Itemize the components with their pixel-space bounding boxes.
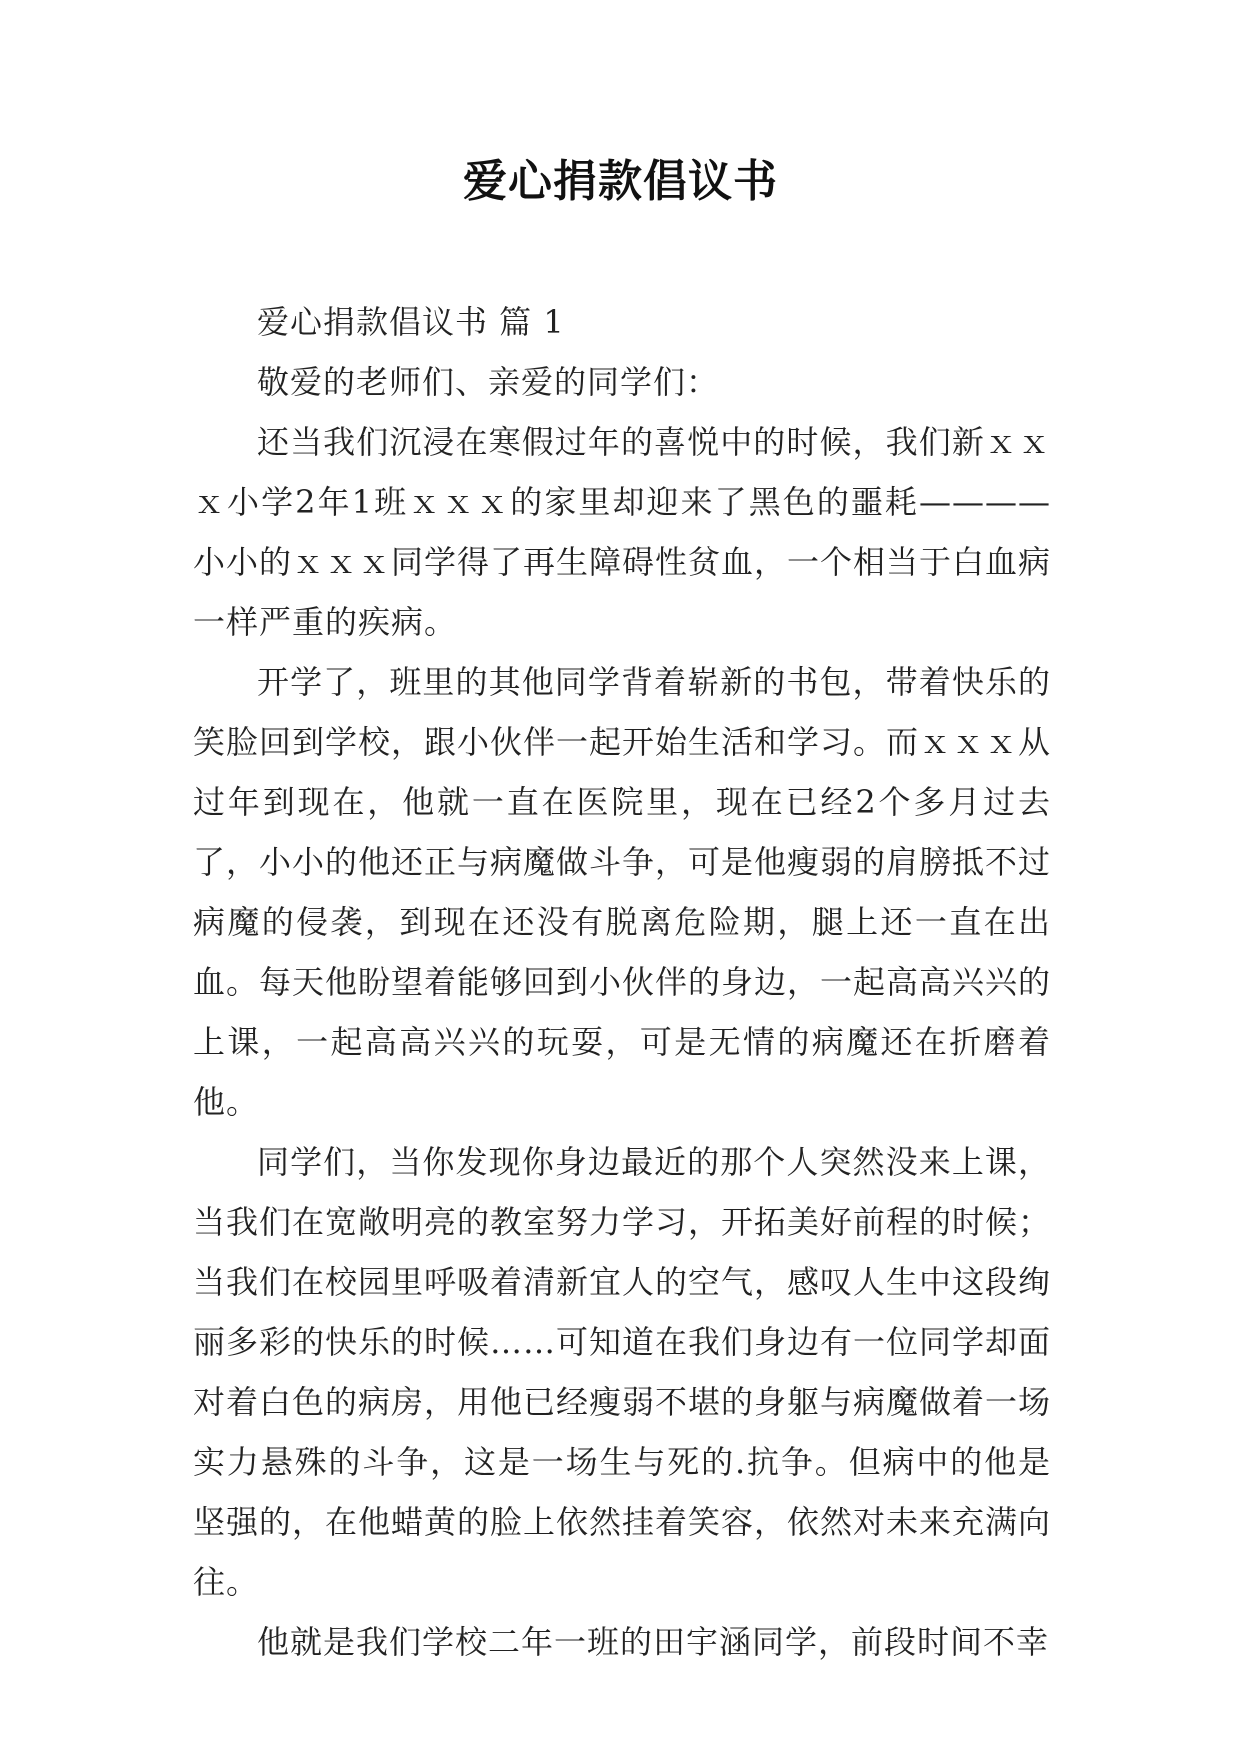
document-body xyxy=(193,292,1051,1672)
paragraph: 同学们，当你发现你身边最近的那个人突然没来上课，当我们在宽敞明亮的教室努力学习，开拓美好前程的时候；当我们在校园里呼吸着清新宜人的空气，感叹人生中这段绚丽多彩的快乐的时候……可知道在我们身边有一位同学却面对着白色的病房，用他已经瘦弱不堪的身躯与病魔做着一场实力悬殊的斗争，这是一场生与死的.抗争。但病中的他是坚强的，在他蜡黄的脸上依然挂着笑容，依然对未来充满向往。 xyxy=(193,1143,1052,1601)
document-title: 爱心捐款倡议书 xyxy=(463,156,778,207)
paragraph: 开学了，班里的其他同学背着崭新的书包，带着快乐的笑脸回到学校，跟小伙伴一起开始生活和学习。而ｘｘｘ从过年到现在，他就一直在医院里，现在已经2个多月过去了，小小的他还正与病魔做斗争，可是他瘦弱的肩膀抵不过病魔的侵袭，到现在还没有脱离危险期，腿上还一直在出血。每天他盼望着能够回到小伙伴的身边，一起高高兴兴的上课，一起高高兴兴的玩耍，可是无情的病魔还在折磨着他。 xyxy=(193,663,1052,1121)
paragraph: 他就是我们学校二年一班的田宇涵同学，前段时间不幸 xyxy=(257,1623,1050,1661)
salutation: 敬爱的老师们、亲爱的同学们： xyxy=(257,363,720,401)
section-heading: 爱心捐款倡议书 篇 1 xyxy=(257,303,565,341)
paragraph: 还当我们沉浸在寒假过年的喜悦中的时候，我们新ｘｘｘ小学2年1班ｘｘｘ的家里却迎来了黑色的噩耗————小小的ｘｘｘ同学得了再生障碍性贫血，一个相当于白血病一样严重的疾病。 xyxy=(193,423,1052,641)
